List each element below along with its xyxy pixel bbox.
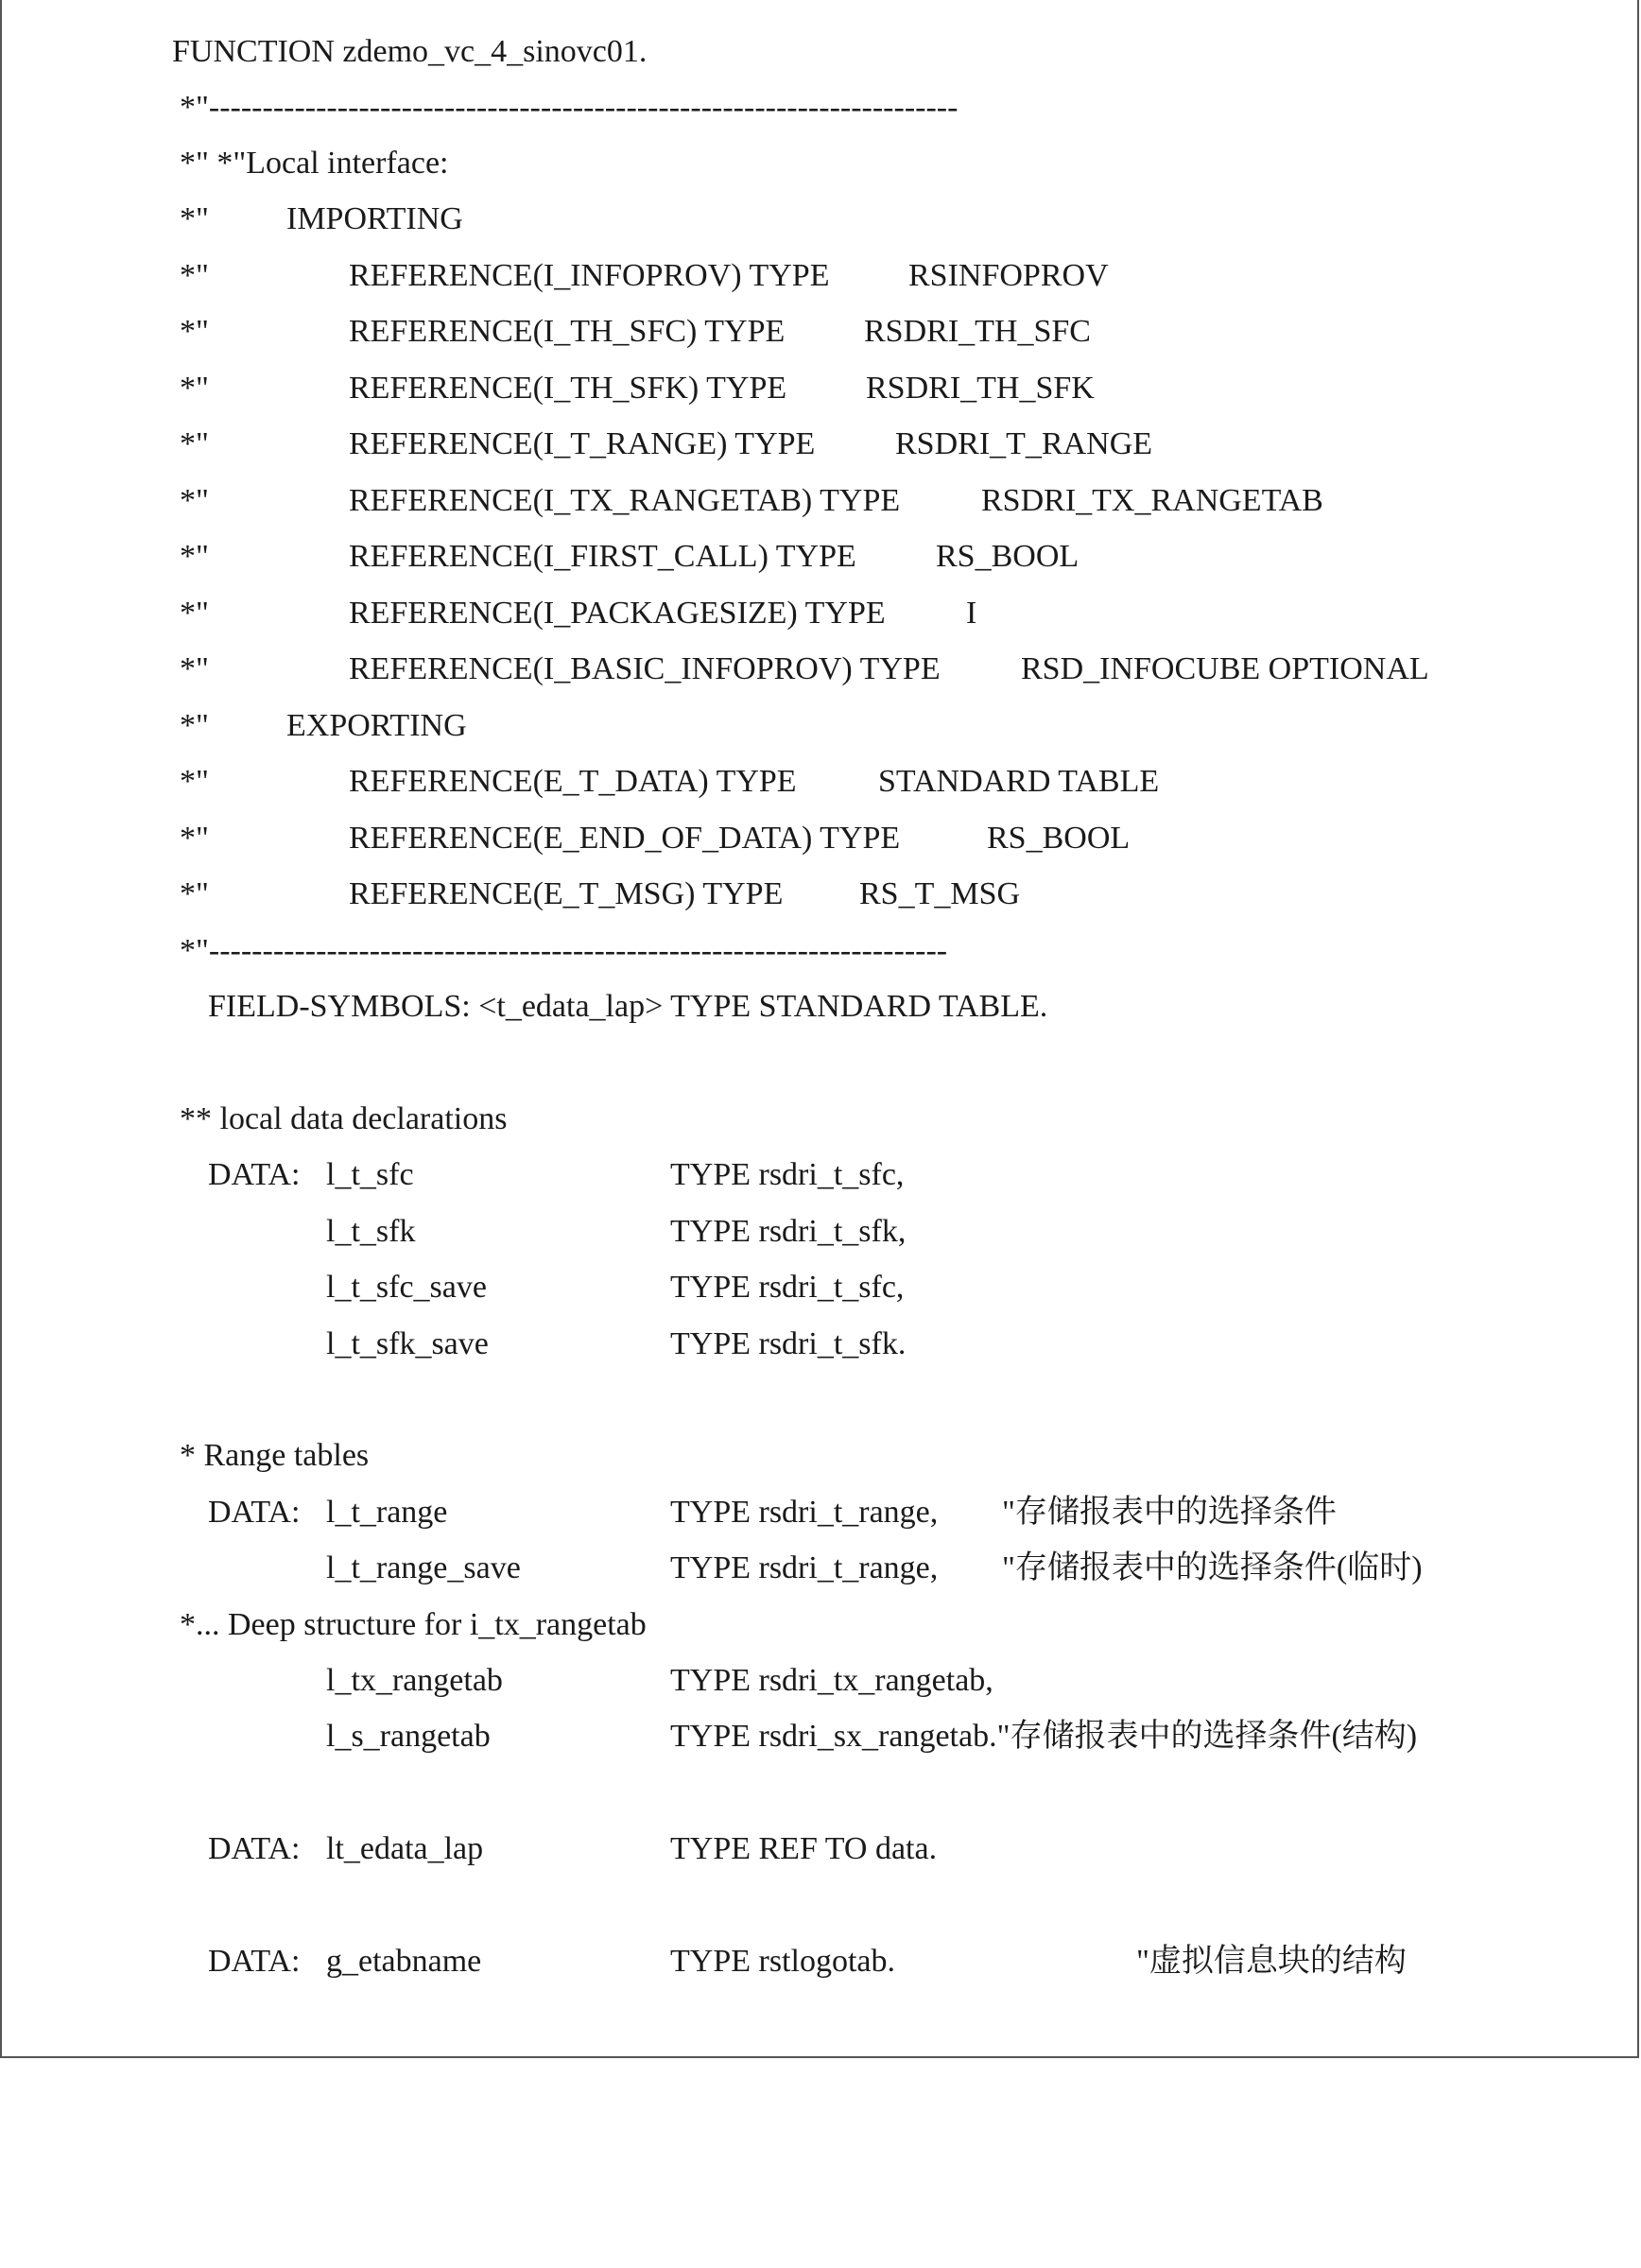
param-line (2, 248, 1637, 303)
decl-line (2, 1147, 1637, 1203)
decl-line (2, 1933, 1637, 1989)
comment-marker: *" (180, 426, 209, 461)
param-type: STANDARD TABLE (878, 764, 1160, 799)
comment-marker: *" (180, 651, 209, 686)
local-interface-comment: *" *"Local interface: (180, 146, 449, 181)
variable-name: l_s_rangetab (326, 1719, 491, 1754)
variable-name: g_etabname (326, 1944, 482, 1979)
decl-line (2, 1708, 1637, 1764)
comment-marker: *" (180, 371, 209, 406)
param-reference: REFERENCE(I_TH_SFK) TYPE (349, 371, 787, 406)
variable-name: l_t_sfc (326, 1157, 414, 1192)
variable-type: TYPE rsdri_t_range, (670, 1495, 939, 1530)
function-declaration: FUNCTION zdemo_vc_4_sinovc01. (172, 34, 648, 69)
data-keyword: DATA: (208, 1495, 301, 1530)
separator-bottom: *"--------------------------------------------------------------------- (180, 933, 948, 968)
range-comment-line (2, 1428, 1637, 1483)
importing-line (2, 191, 1637, 247)
param-line (2, 641, 1637, 697)
param-line (2, 360, 1637, 416)
variable-type: TYPE rsdri_t_sfk. (670, 1326, 907, 1361)
param-line (2, 753, 1637, 809)
deep-structure-comment-line (2, 1597, 1637, 1653)
param-type: RSDRI_T_RANGE (895, 426, 1153, 461)
variable-type: TYPE rsdri_sx_rangetab."存储报表中的选择条件(结构) (670, 1719, 1418, 1754)
param-line (2, 810, 1637, 866)
local-data-comment: ** local data declarations (180, 1101, 508, 1136)
variable-name: l_t_sfc_save (326, 1270, 487, 1305)
range-tables-comment: * Range tables (180, 1438, 370, 1473)
comment-marker: *" (180, 821, 209, 856)
variable-name: l_t_sfk (326, 1214, 416, 1249)
param-reference: REFERENCE(E_END_OF_DATA) TYPE (349, 821, 901, 856)
variable-type: TYPE rsdri_t_sfc, (670, 1270, 905, 1305)
decl-line (2, 1484, 1637, 1540)
comment-marker: *" (180, 258, 209, 293)
data-keyword: DATA: (208, 1944, 301, 1979)
param-reference: REFERENCE(I_FIRST_CALL) TYPE (349, 539, 856, 574)
decl-line (2, 1259, 1637, 1315)
param-type: RSDRI_TH_SFC (864, 314, 1091, 349)
param-reference: REFERENCE(I_PACKAGESIZE) TYPE (349, 596, 886, 631)
separator-top-line (2, 79, 1637, 135)
local-interface-line (2, 135, 1637, 191)
param-type: RSD_INFOCUBE OPTIONAL (1021, 651, 1429, 686)
comment-marker: *" (180, 708, 209, 743)
variable-type: TYPE rsdri_t_sfk, (670, 1214, 907, 1249)
param-line (2, 416, 1637, 472)
comment-marker: *" (180, 764, 209, 799)
separator-bottom-line (2, 923, 1637, 978)
param-type: RS_BOOL (987, 821, 1131, 856)
variable-name: l_t_range_save (326, 1550, 521, 1585)
exporting-line (2, 698, 1637, 753)
variable-type: TYPE REF TO data. (670, 1831, 938, 1866)
comment-marker: *" (180, 201, 209, 236)
param-reference: REFERENCE(I_T_RANGE) TYPE (349, 426, 816, 461)
param-type: I (966, 596, 977, 631)
decl-line (2, 1540, 1637, 1596)
inline-comment: "存储报表中的选择条件(临时) (1002, 1550, 1423, 1585)
inline-comment: "虚拟信息块的结构 (1136, 1944, 1407, 1979)
param-type: RSDRI_TX_RANGETAB (981, 483, 1323, 518)
variable-name: lt_edata_lap (326, 1831, 484, 1866)
param-reference: REFERENCE(I_INFOPROV) TYPE (349, 258, 830, 293)
deep-structure-comment: *... Deep structure for i_tx_rangetab (180, 1607, 647, 1642)
data-keyword: DATA: (208, 1831, 301, 1866)
param-line (2, 866, 1637, 922)
param-line (2, 473, 1637, 528)
variable-name: l_tx_rangetab (326, 1663, 503, 1698)
param-reference: REFERENCE(I_BASIC_INFOPROV) TYPE (349, 651, 941, 686)
field-symbols-line (2, 978, 1637, 1034)
param-type: RS_T_MSG (859, 876, 1021, 911)
local-data-comment-line (2, 1091, 1637, 1147)
param-line (2, 528, 1637, 584)
variable-name: l_t_sfk_save (326, 1326, 489, 1361)
importing-keyword: IMPORTING (286, 201, 463, 236)
param-reference: REFERENCE(I_TH_SFC) TYPE (349, 314, 786, 349)
inline-comment: "存储报表中的选择条件 (1002, 1495, 1337, 1530)
variable-name: l_t_range (326, 1495, 448, 1530)
decl-line (2, 1653, 1637, 1708)
comment-marker: *" (180, 314, 209, 349)
variable-type: TYPE rsdri_t_range, (670, 1550, 939, 1585)
param-type: RSDRI_TH_SFK (866, 371, 1095, 406)
param-line (2, 303, 1637, 359)
variable-type: TYPE rstlogotab. (670, 1944, 895, 1979)
param-line (2, 585, 1637, 641)
param-type: RS_BOOL (936, 539, 1080, 574)
separator-top: *"---------------------------------------------------------------------- (180, 90, 959, 125)
param-type: RSINFOPROV (908, 258, 1109, 293)
field-symbols-statement: FIELD-SYMBOLS: <t_edata_lap> TYPE STANDARD TABLE. (208, 989, 1048, 1024)
exporting-keyword: EXPORTING (286, 708, 467, 743)
comment-marker: *" (180, 596, 209, 631)
param-reference: REFERENCE(I_TX_RANGETAB) TYPE (349, 483, 901, 518)
param-reference: REFERENCE(E_T_MSG) TYPE (349, 876, 784, 911)
comment-marker: *" (180, 539, 209, 574)
function-declaration-line (2, 24, 1637, 79)
comment-marker: *" (180, 483, 209, 518)
variable-type: TYPE rsdri_t_sfc, (670, 1157, 905, 1192)
decl-line (2, 1316, 1637, 1372)
decl-line (2, 1203, 1637, 1259)
data-keyword: DATA: (208, 1157, 301, 1192)
variable-type: TYPE rsdri_tx_rangetab, (670, 1663, 993, 1698)
decl-line (2, 1821, 1637, 1877)
param-reference: REFERENCE(E_T_DATA) TYPE (349, 764, 797, 799)
comment-marker: *" (180, 876, 209, 911)
